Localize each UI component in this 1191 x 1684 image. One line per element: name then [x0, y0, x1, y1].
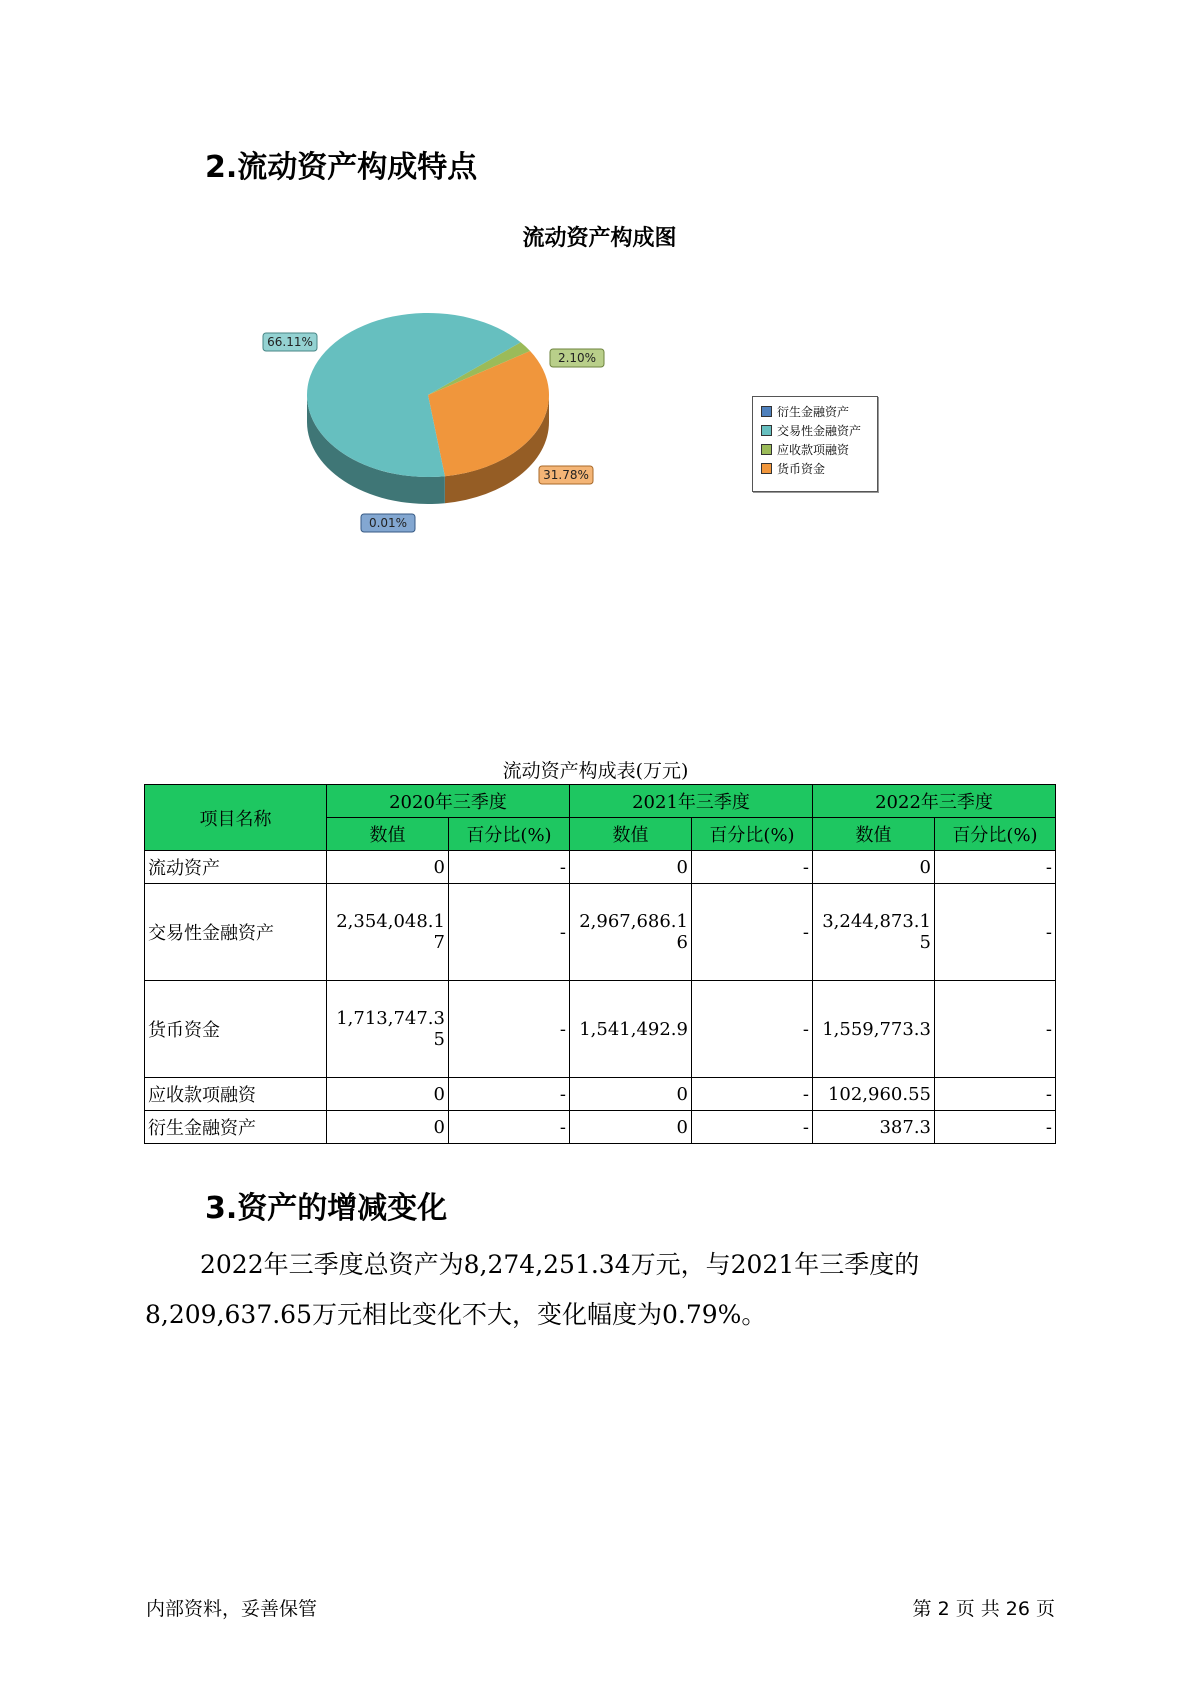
- table-row: [145, 981, 1056, 1078]
- value-cell: 3,244,873.15: [813, 884, 935, 981]
- value-cell: 0: [570, 1111, 692, 1144]
- current-assets-table: [144, 784, 1056, 1144]
- legend-label: 货币资金: [777, 462, 826, 476]
- pie-data-label-text: 2.10%: [557, 351, 597, 365]
- table-row: [145, 1111, 1056, 1144]
- row-label: 交易性金融资产: [145, 884, 327, 981]
- pie-data-label: [550, 349, 604, 367]
- value-header: 数值: [570, 818, 692, 851]
- legend-label: 交易性金融资产: [777, 424, 862, 438]
- pie-data-label: [539, 466, 593, 484]
- value-cell: 2,967,686.16: [570, 884, 692, 981]
- table-row: [145, 851, 1056, 884]
- pie-data-label-text: 31.78%: [543, 468, 589, 482]
- percent-cell: -: [935, 851, 1056, 884]
- value-cell: 1,713,747.35: [327, 981, 449, 1078]
- percent-cell: -: [692, 851, 813, 884]
- legend-swatch: [761, 444, 772, 455]
- percent-header: 百分比(%): [449, 818, 570, 851]
- pie-chart: [0, 0, 1191, 560]
- value-cell: 1,559,773.3: [813, 981, 935, 1078]
- percent-cell: -: [692, 1111, 813, 1144]
- percent-cell: -: [935, 981, 1056, 1078]
- percent-cell: -: [449, 1078, 570, 1111]
- legend-item: [761, 441, 849, 459]
- percent-header: 百分比(%): [692, 818, 813, 851]
- table-header-row: [145, 785, 1056, 818]
- value-cell: 1,541,492.9: [570, 981, 692, 1078]
- table-row: [145, 1078, 1056, 1111]
- chart-title: 流动资产构成图: [522, 226, 677, 251]
- percent-cell: -: [935, 1111, 1056, 1144]
- body-paragraph: 2022年三季度总资产为8,274,251.34万元，与2021年三季度的8,209,637.65万元相比变化不大，变化幅度为0.79%。: [145, 1250, 920, 1329]
- legend-item: [761, 460, 825, 478]
- value-cell: 0: [327, 1078, 449, 1111]
- percent-cell: -: [449, 884, 570, 981]
- item-header: 项目名称: [145, 785, 327, 851]
- value-cell: 2,354,048.17: [327, 884, 449, 981]
- legend-swatch: [761, 425, 772, 436]
- legend-label: 衍生金融资产: [777, 405, 850, 419]
- value-cell: 0: [327, 851, 449, 884]
- table-caption: 流动资产构成表(万元): [502, 760, 689, 782]
- percent-cell: -: [692, 884, 813, 981]
- value-cell: 0: [327, 1111, 449, 1144]
- period-header: 2020年三季度: [327, 785, 570, 818]
- pie-data-label: [263, 333, 317, 351]
- value-cell: 102,960.55: [813, 1078, 935, 1111]
- pie-data-label-text: 66.11%: [267, 335, 313, 349]
- period-header: 2021年三季度: [570, 785, 813, 818]
- footer-page-number: 第 2 页 共 26 页: [912, 1598, 1055, 1620]
- percent-cell: -: [935, 884, 1056, 981]
- section-heading: 3.资产的增减变化: [205, 1191, 448, 1226]
- value-cell: 0: [570, 851, 692, 884]
- table-row: [145, 884, 1056, 981]
- legend-item: [761, 422, 861, 440]
- row-label: 货币资金: [145, 981, 327, 1078]
- percent-cell: -: [449, 1111, 570, 1144]
- percent-cell: -: [692, 981, 813, 1078]
- percent-cell: -: [449, 981, 570, 1078]
- percent-cell: -: [935, 1078, 1056, 1111]
- legend-label: 应收款项融资: [777, 443, 850, 457]
- legend-swatch: [761, 406, 772, 417]
- pie-data-label-text: 0.01%: [368, 516, 408, 530]
- row-label: 应收款项融资: [145, 1078, 327, 1111]
- chart-legend: [752, 396, 878, 492]
- pie-data-label: [361, 514, 415, 532]
- value-cell: 0: [570, 1078, 692, 1111]
- value-cell: 387.3: [813, 1111, 935, 1144]
- value-header: 数值: [813, 818, 935, 851]
- value-cell: 0: [813, 851, 935, 884]
- percent-header: 百分比(%): [935, 818, 1056, 851]
- row-label: 流动资产: [145, 851, 327, 884]
- row-label: 衍生金融资产: [145, 1111, 327, 1144]
- legend-swatch: [761, 463, 772, 474]
- percent-cell: -: [449, 851, 570, 884]
- value-header: 数值: [327, 818, 449, 851]
- section-heading: 2.流动资产构成特点: [205, 150, 478, 185]
- period-header: 2022年三季度: [813, 785, 1056, 818]
- footer-confidential-note: 内部资料，妥善保管: [146, 1598, 318, 1620]
- legend-item: [761, 403, 849, 421]
- percent-cell: -: [692, 1078, 813, 1111]
